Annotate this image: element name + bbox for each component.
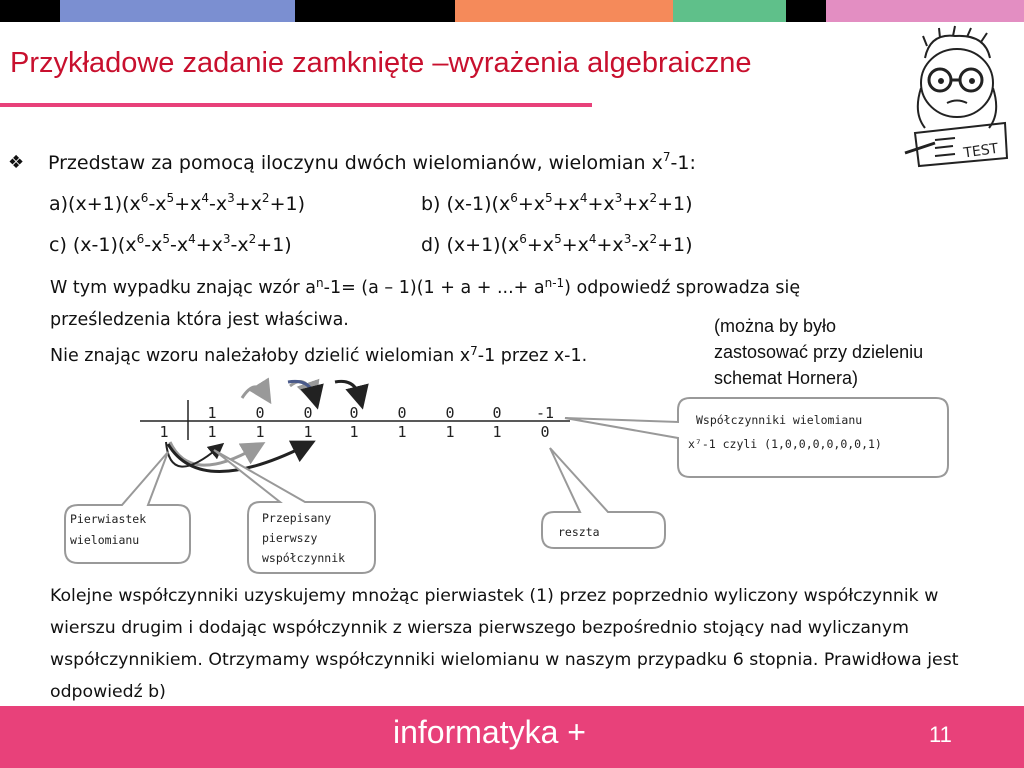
question-main: Przedstaw za pomocą iloczynu dwóch wielomianów, wielomian x — [48, 152, 663, 174]
horner-top-cell: -1 — [535, 404, 555, 422]
horner-top-cell: 1 — [207, 404, 217, 422]
title-underline — [0, 103, 592, 107]
callout-root-line-1: Pierwiastek — [70, 512, 147, 526]
explanation-line-2: prześledzenia która jest właściwa. — [50, 310, 349, 330]
horner-top-cell: 0 — [303, 404, 313, 422]
callout-remainder-label: reszta — [558, 525, 600, 539]
horner-bottom-cell: 1 — [397, 423, 407, 441]
explanation-line-3: Nie znając wzoru należałoby dzielić wielomian $x^7-1$ przez x-1. — [50, 344, 588, 366]
page-number: 11 — [929, 722, 952, 747]
horner-scheme-diagram — [70, 370, 950, 585]
footer-brand: informatyka + — [393, 714, 586, 750]
horner-top-cell: 0 — [397, 404, 407, 422]
callout-copied-line-1: Przepisany — [262, 511, 332, 525]
arrow-icon — [242, 387, 265, 398]
horner-root-cell: 1 — [159, 423, 169, 441]
horner-top-cell: 0 — [349, 404, 359, 422]
option-a: $a)(x+1)(x^6-x^5+x^4-x^3+x^2+1)$ — [49, 191, 305, 215]
callout-coef-line-2: x⁷-1 czyli (1,0,0,0,0,0,0,1) — [688, 437, 882, 451]
horner-bottom-cell: 1 — [492, 423, 502, 441]
question-text — [48, 152, 696, 174]
callout-root-line-2: wielomianu — [70, 533, 140, 547]
horner-bottom-cell: 1 — [255, 423, 265, 441]
option-b: b) $(x-1)(x^6+x^5+x^4+x^3+x^2+1)$ — [421, 191, 693, 215]
diamond-bullet-icon: ❖ — [8, 152, 25, 173]
horner-bottom-cell: 1 — [349, 423, 359, 441]
option-d: d) $(x+1)(x^6+x^5+x^4+x^3-x^2+1)$ — [421, 232, 693, 256]
horner-bottom-cell: 1 — [445, 423, 455, 441]
top-bar-segment — [673, 0, 786, 22]
question-tail: -1: — [670, 152, 696, 174]
option-c: c) $(x-1)(x^6-x^5-x^4+x^3-x^2+1)$ — [49, 232, 292, 256]
explanation-line-1: W tym wypadku znając wzór $a^n-1= (a - 1)(1 + a$ + ...+ $a^{n-1}$) odpowiedź sprowadza się — [50, 276, 801, 298]
horner-top-cell: 0 — [445, 404, 455, 422]
question-exponent: 7 — [662, 150, 671, 164]
horner-note: (można by było zastosować przy dzieleniu schemat Hornera) — [714, 316, 924, 388]
horner-bottom-cell: 1 — [207, 423, 217, 441]
top-bar-segment — [0, 0, 60, 22]
top-bar-segment — [60, 0, 295, 22]
horner-top-cell: 0 — [492, 404, 502, 422]
arrow-icon — [335, 381, 360, 398]
callout-copied-line-2: pierwszy — [262, 531, 318, 545]
slide-title: Przykładowe zadanie zamknięte –wyrażenia algebraiczne — [10, 47, 752, 79]
horner-remainder-cell: 0 — [540, 423, 550, 441]
svg-text:TEST: TEST — [962, 140, 1000, 162]
student-cartoon-icon — [895, 28, 1015, 168]
top-bar-segment — [455, 0, 673, 22]
top-color-bar — [0, 0, 1024, 22]
explanation-paragraph: Kolejne współczynniki uzyskujemy mnożąc pierwiastek (1) przez poprzednio wyliczony współczynnik w wierszu drugim i dodając współczynnik z wiersza pierwszego bezpośrednio stojący nad wyliczanym współczynnikiem. Otrzymamy współczynniki wielomianu w naszym przypadku 6 stopnia. Prawidłowa jest odpowiedź b) — [50, 586, 959, 702]
callout-coef-line-1: Współczynniki wielomianu — [696, 413, 863, 427]
top-bar-segment — [295, 0, 455, 22]
callout-copied-line-3: współczynnik — [262, 551, 346, 565]
horner-bottom-cell: 1 — [303, 423, 313, 441]
horner-top-cell: 0 — [255, 404, 265, 422]
top-bar-segment — [786, 0, 826, 22]
top-bar-segment — [826, 0, 1024, 22]
